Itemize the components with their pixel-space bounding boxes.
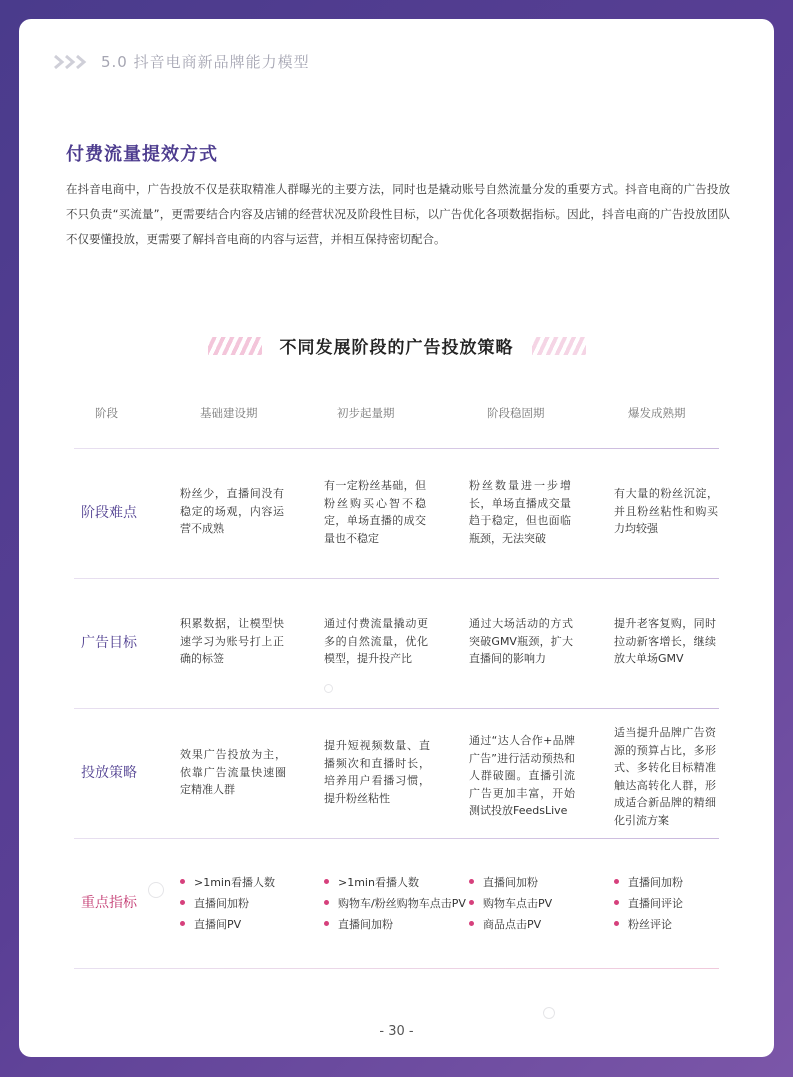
table-cell: 适当提升品牌广告资源的预算占比，多形式、多转化目标精准触达高转化人群，形成适合新品牌的精细化引流方案 [614, 726, 716, 827]
col-header-stabilization: 阶段稳固期 [487, 406, 545, 420]
table-title-bar [19, 333, 774, 358]
table-cell: 提升老客复购，同时拉动新客增长，继续放大单场GMV [614, 617, 716, 665]
page-header [53, 51, 310, 72]
table-cell: 粉丝少，直播间没有稳定的场观，内容运营不成熟 [180, 487, 284, 535]
table-cell: 有大量的粉丝沉淀，并且粉丝粘性和购买力均较强 [614, 487, 718, 535]
metrics-list-foundation [180, 872, 275, 935]
list-item: 直播间加粉 [614, 872, 683, 893]
stripe-decoration-right [532, 337, 586, 355]
intro-paragraph: 在抖音电商中，广告投放不仅是获取精准人群曝光的主要方法，同时也是撬动账号自然流量分发的重要方式。抖音电商的广告投放不只负责“买流量”，更需要结合内容及店铺的经营状况及阶段性目标，以广告优化各项数据指标。因此，抖音电商的广告投放团队不仅要懂投放，更需要了解抖音电商的内容与运营，并相互保持密切配合。 [66, 182, 730, 246]
page-number: - 30 - [379, 1024, 414, 1039]
list-item: 购物车/粉丝购物车点击PV [324, 893, 466, 914]
stripe-decoration-left [208, 337, 262, 355]
decorative-circle [148, 882, 164, 898]
metrics-list-stabilization [469, 872, 552, 935]
list-item: 直播间加粉 [324, 914, 466, 935]
decorative-circle [543, 1007, 555, 1019]
list-item: 购物车点击PV [469, 893, 552, 914]
row-label-difficulty: 阶段难点 [81, 505, 137, 521]
list-item: 直播间评论 [614, 893, 683, 914]
table-cell: 通过付费流量撬动更多的自然流量，优化模型，提升投产比 [324, 617, 428, 665]
list-item: >1min看播人数 [324, 872, 466, 893]
table-cell: 通过大场活动的方式突破GMV瓶颈，扩大直播间的影响力 [469, 617, 573, 665]
row-divider [74, 708, 719, 709]
col-header-foundation: 基础建设期 [200, 406, 258, 420]
table-cell: 效果广告投放为主，依靠广告流量快速圈定精准人群 [180, 748, 286, 796]
list-item: >1min看播人数 [180, 872, 275, 893]
col-header-maturity: 爆发成熟期 [628, 406, 686, 420]
col-header-stage: 阶段 [95, 406, 118, 420]
table-cell: 通过“达人合作+品牌广告”进行活动预热和人群破圈。直播引流广告更加丰富，开始测试投放FeedsLive [469, 734, 575, 817]
table-cell: 提升短视频数量、直播频次和直播时长，培养用户看播习惯，提升粉丝粘性 [324, 739, 430, 805]
section-title: 付费流量提效方式 [66, 144, 218, 165]
metrics-list-maturity [614, 872, 683, 935]
decorative-circle [324, 684, 333, 693]
row-divider [74, 448, 719, 449]
metrics-list-initial-growth [324, 872, 466, 935]
col-header-initial-growth: 初步起量期 [337, 406, 395, 420]
list-item: 直播间PV [180, 914, 275, 935]
list-item: 粉丝评论 [614, 914, 683, 935]
list-item: 直播间加粉 [180, 893, 275, 914]
list-item: 商品点击PV [469, 914, 552, 935]
table-title: 不同发展阶段的广告投放策略 [279, 338, 514, 358]
row-divider [74, 578, 719, 579]
row-label-strategy: 投放策略 [81, 765, 137, 781]
row-label-key-metrics: 重点指标 [81, 895, 137, 911]
table-cell: 有一定粉丝基础，但粉丝购买心智不稳定，单场直播的成交量也不稳定 [324, 479, 426, 545]
table-cell: 积累数据，让模型快速学习为账号打上正确的标签 [180, 617, 284, 665]
header-title: 5.0 抖音电商新品牌能力模型 [101, 53, 310, 71]
row-divider [74, 838, 719, 839]
table-cell: 粉丝数量进一步增长，单场直播成交量趋于稳定，但也面临瓶颈，无法突破 [469, 479, 571, 545]
chevrons-icon [53, 54, 87, 70]
document-page [19, 19, 774, 1057]
list-item: 直播间加粉 [469, 872, 552, 893]
row-label-ad-goal: 广告目标 [81, 635, 137, 651]
row-divider [74, 968, 719, 969]
